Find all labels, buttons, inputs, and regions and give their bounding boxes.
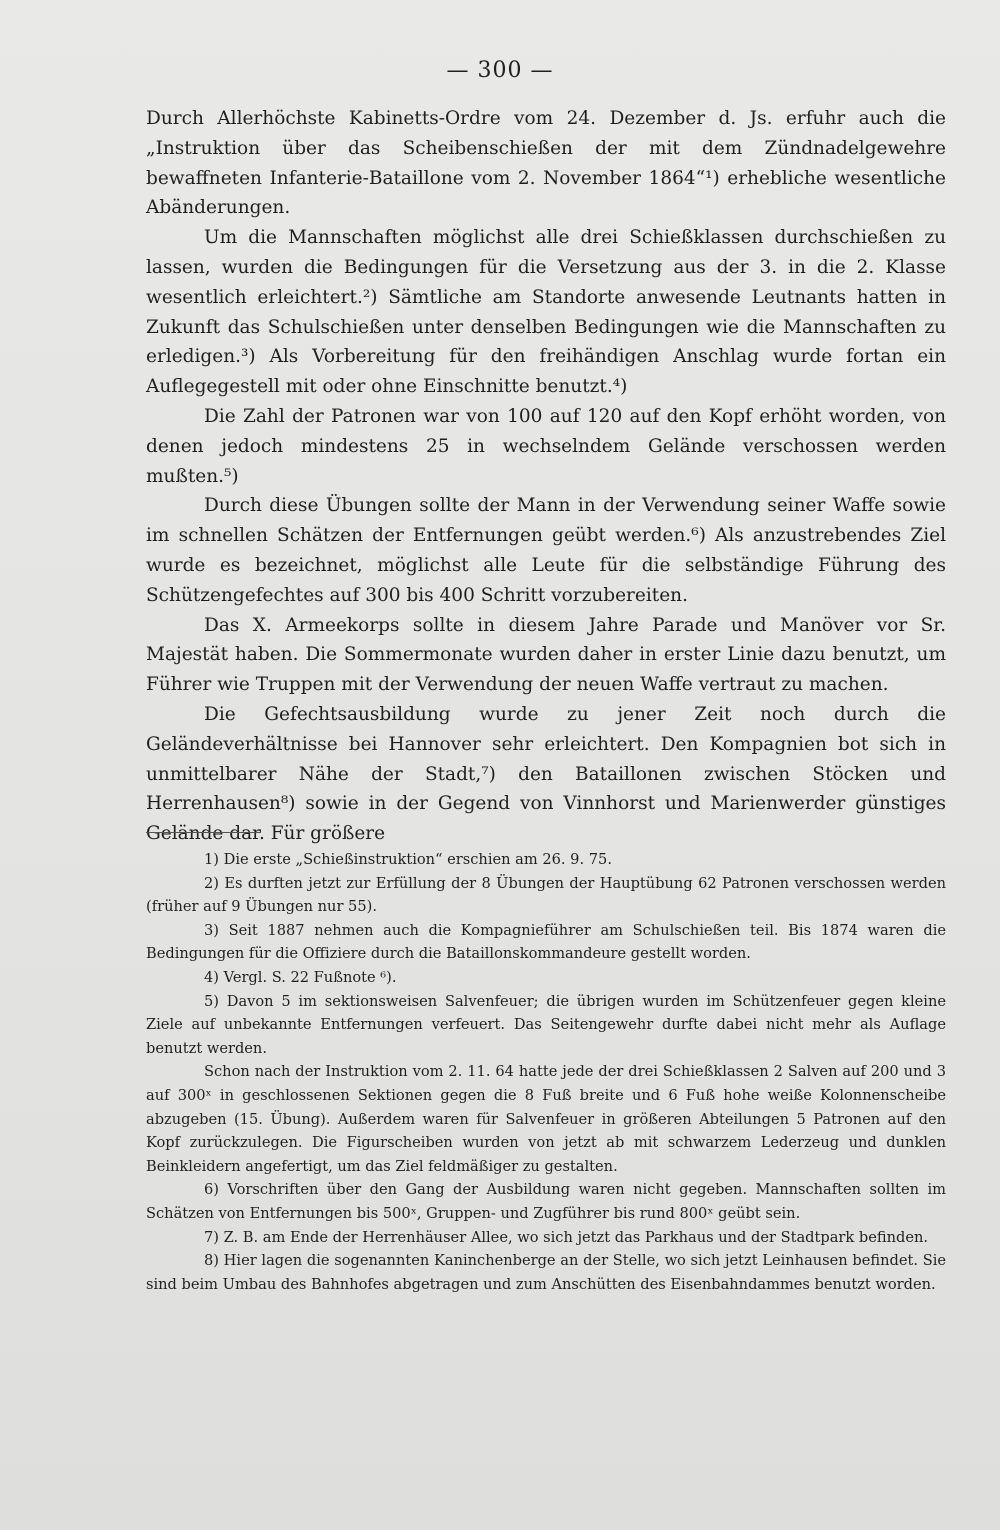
footnote: 5) Davon 5 im sektionsweisen Salvenfeuer; die übrigen wurden im Schützenfeuer gegen kleine Ziele auf unbekannte Entfernungen verfeuert. Das Seitengewehr durfte dabei nicht mehr als Auflage benutzt werden.: [146, 992, 946, 1057]
footnote-divider: [146, 832, 261, 833]
paragraph: Durch diese Übungen sollte der Mann in der Verwendung seiner Waffe sowie im schnellen Schätzen der Entfernungen geübt werden.⁶) Als anzustrebendes Ziel wurde es bezeichnet, möglichst alle Leute für die selbständige Führung des Schützengefechtes auf 300 bis 400 Schritt vorzubereiten.: [146, 495, 946, 606]
paragraph: Das X. Armeekorps sollte in diesem Jahre Parade und Manöver vor Sr. Majestät haben. Die Sommermonate wurden daher in erster Linie dazu benutzt, um Führer wie Truppen mit der Verwendung der neuen Waffe vertraut zu machen.: [146, 614, 946, 696]
paragraph: Die Gefechtsausbildung wurde zu jener Zeit noch durch die Geländeverhältnisse bei Hannover sehr erleichtert. Den Kompagnien bot sich in unmittelbarer Nähe der Stadt,⁷) den Bataillonen zwischen Stöcken und Herrenhausen⁸) sowie in der Gegend von Vinnhorst und Marienwerder günstiges Gelände dar. Für größere: [146, 703, 946, 845]
footnote-continuation: Schon nach der Instruktion vom 2. 11. 64 hatte jede der drei Schießklassen 2 Salven auf 200 und 3 auf 300ˣ in geschlossenen Sektionen gegen die 8 Fuß breite und 6 Fuß hohe weiße Kolonnenscheibe abzugeben (15. Übung). Außerdem waren für Salvenfeuer in größeren Abteilungen 5 Patronen auf den Kopf zurückzulegen. Die Figurscheiben wurden von jetzt ab mit schwarzem Lederzeug und dunklen Beinkleidern angefertigt, um das Ziel feldmäßiger zu gestalten.: [146, 1063, 946, 1175]
main-text: [146, 104, 946, 849]
paragraph: Um die Mannschaften möglichst alle drei Schießklassen durchschießen zu lassen, wurden die Bedingungen für die Versetzung aus der 3. in die 2. Klasse wesentlich erleichtert.²) Sämtliche am Standorte anwesende Leutnants hatten in Zukunft das Schulschießen unter denselben Bedingungen wie die Mannschaften zu erledigen.³) Als Vorbereitung für den freihändigen Anschlag wurde fortan ein Auflegegestell mit oder ohne Einschnitte benutzt.⁴): [146, 227, 946, 398]
footnotes: [146, 848, 946, 1296]
footnote: 6) Vorschriften über den Gang der Ausbildung waren nicht gegeben. Mannschaften sollten im Schätzen von Entfernungen bis 500ˣ, Gruppen- und Zugführer bis rund 800ˣ geübt sein.: [146, 1181, 946, 1222]
paragraph: Die Zahl der Patronen war von 100 auf 120 auf den Kopf erhöht worden, von denen jedoch mindestens 25 in wechselndem Gelände verschossen werden mußten.⁵): [146, 405, 946, 487]
footnote: 2) Es durften jetzt zur Erfüllung der 8 Übungen der Hauptübung 62 Patronen verschossen werden (früher auf 9 Übungen nur 55).: [146, 874, 946, 916]
footnote: 4) Vergl. S. 22 Fußnote ⁶).: [204, 968, 397, 986]
footnote: 8) Hier lagen die sogenannten Kaninchenberge an der Stelle, wo sich jetzt Leinhausen befindet. Sie sind beim Umbau des Bahnhofes abgetragen und zum Anschütten des Eisenbahndammes benutzt worden.: [146, 1252, 946, 1293]
footnote: 1) Die erste „Schießinstruktion“ erschien am 26. 9. 75.: [204, 851, 612, 868]
footnote: 7) Z. B. am Ende der Herrenhäuser Allee, wo sich jetzt das Parkhaus und der Stadtpark befinden.: [204, 1228, 928, 1246]
page-number: — 300 —: [446, 58, 554, 83]
paragraph: Durch Allerhöchste Kabinetts-Ordre vom 24. Dezember d. Js. erfuhr auch die „Instruktion über das Scheibenschießen der mit dem Zündnadelgewehre bewaffneten Infanterie-Bataillone vom 2. November 1864“¹) erhebliche wesentliche Abänderungen.: [146, 108, 946, 219]
footnote: 3) Seit 1887 nehmen auch die Kompagnieführer am Schulschießen teil. Bis 1874 waren die Bedingungen für die Offiziere durch die Bataillonskommandeure gestellt worden.: [146, 921, 946, 963]
